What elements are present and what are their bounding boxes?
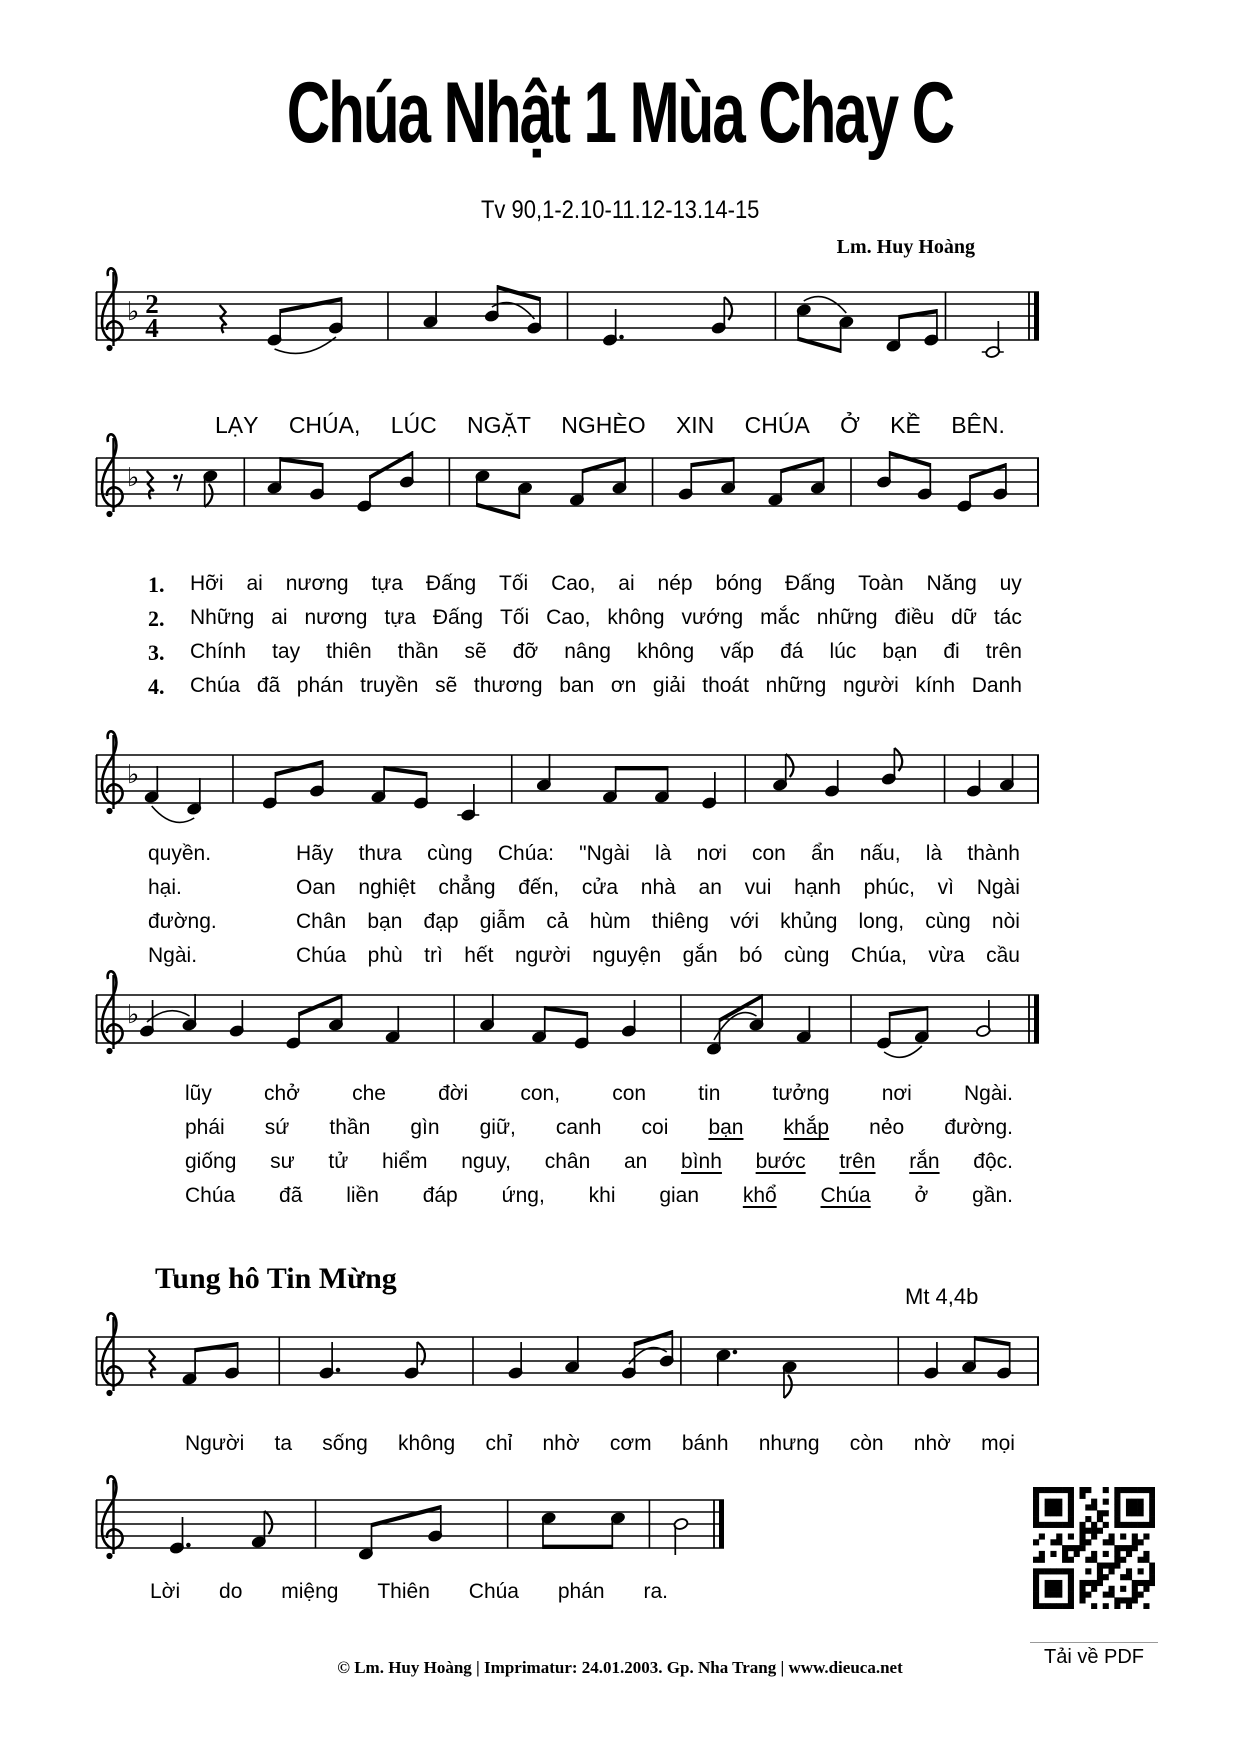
lyric-word: uy [999, 572, 1022, 595]
lyric-word: phán [557, 1580, 605, 1603]
lyric-word: tin [698, 1082, 721, 1105]
carryover-word: quyền. [148, 842, 212, 865]
lyric-word: tác [993, 606, 1022, 629]
page-title-text: Chúa Nhật 1 Mùa Chay C [286, 65, 954, 161]
lyric-word: nương [285, 572, 349, 595]
lyric-word: giẫm [479, 910, 526, 933]
lyric-word: bóng [715, 572, 763, 595]
lyric-word: ai [271, 606, 288, 629]
lyric-word: Chúa [185, 1184, 236, 1207]
lyric-word: bình [681, 1150, 722, 1173]
lyric-word: nép [657, 572, 693, 595]
lyric-word: tưởng [772, 1082, 830, 1105]
verse-number: 2. [148, 606, 165, 631]
lyric-word: bạn [367, 910, 403, 933]
lyric-word: dữ [951, 606, 977, 629]
continuation-3-row [148, 910, 1020, 934]
lyric-word: ở [914, 1184, 929, 1207]
lyric-word: vấp [720, 640, 755, 663]
lyric-word: cùng [783, 944, 830, 967]
lyric-word: Chúa: [497, 842, 554, 865]
lyric-word: vướng [681, 606, 744, 629]
lyric-word: nẻo [869, 1116, 905, 1139]
ending-3-row [185, 1150, 1013, 1174]
lyric-word: với [730, 910, 760, 933]
lyric-word: thần [329, 1116, 371, 1139]
lyric-word: Đấng [432, 606, 484, 629]
lyric-word: cùng [427, 842, 473, 865]
staff-verse-ending [95, 959, 1040, 1089]
composer-credit: Lm. Huy Hoàng [836, 236, 975, 258]
lyric-word: Tối [499, 572, 529, 595]
lyric-word: mọi [981, 1432, 1015, 1455]
lyric-word: khi [588, 1184, 616, 1207]
lyric-word: Toàn [858, 572, 904, 595]
lyric-word: trì [424, 944, 443, 967]
lyric-word: chở [264, 1082, 300, 1105]
lyric-word: nhờ [913, 1432, 951, 1455]
lyric-word: khủng [780, 910, 838, 933]
lyric-word: Hãy [296, 842, 334, 865]
lyric-word: ban [559, 674, 595, 697]
lyric-word: CHÚA, [288, 412, 361, 438]
lyric-word: bánh [681, 1432, 729, 1455]
lyric-word: Ngài [976, 876, 1020, 899]
lyric-word: kính [915, 674, 956, 697]
lyric-word: thiêng [651, 910, 709, 933]
lyric-word: ứng, [501, 1184, 545, 1207]
lyric-word: Cao, [551, 572, 596, 595]
carryover-word: đường. [148, 910, 217, 933]
svg-text:4: 4 [145, 313, 159, 343]
ending-4-row [185, 1184, 1013, 1208]
lyric-word: Oan [296, 876, 336, 899]
lyric-word: che [352, 1082, 386, 1105]
lyric-word: Lời [150, 1580, 181, 1603]
lyric-word: đá [780, 640, 804, 663]
lyric-word: sư [270, 1150, 295, 1173]
lyric-word: đã [279, 1184, 303, 1207]
lyric-word: bước [755, 1150, 806, 1173]
lyric-word: rắn [909, 1150, 940, 1173]
page-title [0, 65, 1240, 161]
lyric-word: an [623, 1150, 648, 1173]
lyric-word: coi [641, 1116, 669, 1139]
lyric-word: phán [296, 674, 344, 697]
lyric-word: phúc, [863, 876, 915, 899]
lyric-word: lũy [185, 1082, 212, 1105]
verse-lyrics [190, 606, 1022, 632]
lyric-word: Chúa [820, 1184, 871, 1207]
verse-4-row [148, 674, 1022, 700]
lyric-word: đến, [518, 876, 560, 899]
gospel-lyrics-1 [185, 1432, 1015, 1456]
lyric-word: con [612, 1082, 647, 1105]
lyric-word: thoát [702, 674, 749, 697]
gospel-lyrics-2 [150, 1580, 668, 1604]
lyric-word: chẳng [438, 876, 496, 899]
lyric-word: Đấng [785, 572, 836, 595]
verse-number: 4. [148, 674, 165, 699]
lyric-word: ẩn [811, 842, 835, 865]
lyric-word: hiểm [381, 1150, 428, 1173]
lyric-word: sứ [264, 1116, 290, 1139]
lyric-word: ra. [643, 1580, 668, 1603]
lyric-word: là [655, 842, 672, 865]
svg-text:♭: ♭ [127, 760, 140, 790]
lyric-word: liền [346, 1184, 379, 1207]
lyric-word: LÚC [390, 412, 437, 438]
lyric-word: không [607, 606, 665, 629]
staff-gospel-2 [95, 1464, 725, 1586]
staff-refrain [95, 256, 1040, 386]
lyric-word: cơm [609, 1432, 652, 1455]
lyric-word: CHÚA [744, 412, 810, 438]
lyric-word: trên [985, 640, 1022, 663]
lyric-word: Người [185, 1432, 245, 1455]
lyric-word: nâng [564, 640, 611, 663]
continuation-2-row [148, 876, 1020, 900]
verse-lyrics [190, 572, 1022, 598]
lyric-word: gắn [682, 944, 718, 967]
gospel-acclamation-heading: Tung hô Tin Mừng [155, 1262, 397, 1295]
lyric-word: bạn [882, 640, 918, 663]
lyric-word: Cao, [546, 606, 591, 629]
lyric-word: con, [520, 1082, 561, 1105]
lyric-word: đi [943, 640, 960, 663]
lyric-word: tựa [384, 606, 416, 629]
verse-lyrics [190, 674, 1022, 700]
lyric-word: nơi [881, 1082, 912, 1105]
lyric-word: khổ [742, 1184, 777, 1207]
lyric-word: người [842, 674, 899, 697]
lyric-word: cả [546, 910, 569, 933]
lyric-word: mắc [760, 606, 800, 629]
lyric-word: Danh [971, 674, 1022, 697]
lyric-word: long, [858, 910, 905, 933]
lyric-word: bạn [708, 1116, 744, 1139]
continuation-1-row [148, 842, 1020, 866]
lyric-word: Ở [840, 412, 860, 438]
ending-2-row [185, 1116, 1013, 1140]
lyric-word: nhờ [542, 1432, 580, 1455]
lyric-word: đáp [422, 1184, 458, 1207]
lyric-word: Chúa, [850, 944, 907, 967]
lyric-word: ơn [610, 674, 637, 697]
lyric-word: nấu, [859, 842, 901, 865]
lyric-word: Tối [499, 606, 530, 629]
lyric-word: KỀ [890, 412, 921, 438]
lyric-word: giải [652, 674, 686, 697]
lyric-word: Chính [190, 640, 247, 663]
lyric-word: nhà [640, 876, 676, 899]
verse-3-row [148, 640, 1022, 666]
lyric-word: giữ, [479, 1116, 516, 1139]
lyric-word: miệng [281, 1580, 339, 1603]
psalm-reference: Tv 90,1-2.10-11.12-13.14-15 [480, 196, 760, 224]
lyric-word: đời [438, 1082, 469, 1105]
lyric-word: đỡ [512, 640, 539, 663]
svg-text:♭: ♭ [127, 1000, 140, 1030]
lyric-word: gần. [972, 1184, 1013, 1207]
lyric-word: là [925, 842, 943, 865]
lyric-word: ai [246, 572, 263, 595]
staff-gospel-1 [95, 1301, 1040, 1431]
lyric-word: không [636, 640, 695, 663]
lyric-word: Chúa [190, 674, 241, 697]
lyric-word: cùng [925, 910, 971, 933]
lyric-word: độc. [973, 1150, 1013, 1173]
lyric-word: XIN [675, 412, 715, 438]
lyric-word: khắp [783, 1116, 830, 1139]
lyric-word: còn [849, 1432, 884, 1455]
verse-lyrics [296, 876, 1020, 900]
lyric-word: Chúa [468, 1580, 519, 1603]
lyric-word: nguy, [461, 1150, 512, 1173]
copyright-footer: © Lm. Huy Hoàng | Imprimatur: 24.01.2003. Gp. Nha Trang | www.dieuca.net [337, 1658, 903, 1677]
lyric-word: NGẶT [467, 412, 531, 438]
verse-lyrics [190, 640, 1022, 666]
lyric-word: gian [659, 1184, 700, 1207]
lyric-word: BÊN. [951, 412, 1005, 438]
lyric-word: con [752, 842, 786, 865]
lyric-word: không [398, 1432, 456, 1455]
lyric-word: giống [185, 1150, 237, 1173]
lyric-word: "Ngài [579, 842, 630, 865]
carryover-word: Ngài. [148, 944, 198, 967]
lyric-word: Đấng [425, 572, 477, 595]
verse-lyrics [296, 842, 1020, 866]
lyric-word: tựa [371, 572, 404, 595]
lyric-word: cửa [581, 876, 619, 899]
pdf-download-link[interactable]: Tải về PDF [1030, 1642, 1158, 1669]
lyric-word: Năng [926, 572, 977, 595]
lyric-word: nguyện [592, 944, 662, 967]
lyric-word: sẽ [435, 674, 458, 697]
svg-text:♭: ♭ [127, 297, 140, 327]
lyric-word: đã [256, 674, 281, 697]
lyric-word: phái [185, 1116, 225, 1139]
lyric-word: nghiệt [358, 876, 416, 899]
verse-number: 1. [148, 572, 165, 597]
lyric-word: Chúa [296, 944, 347, 967]
lyric-word: sống [322, 1432, 368, 1455]
lyric-word: gìn [410, 1116, 440, 1139]
lyric-word: ai [618, 572, 635, 595]
verse-1-row [148, 572, 1022, 598]
lyric-word: nòi [991, 910, 1020, 933]
lyric-word: chỉ [485, 1432, 513, 1455]
lyric-word: người [514, 944, 571, 967]
lyric-word: điều [894, 606, 935, 629]
verse-lyrics [296, 910, 1020, 934]
lyric-word: vì [937, 876, 954, 899]
lyric-word: Chân [296, 910, 347, 933]
lyric-word: tay [272, 640, 301, 663]
lyric-word: lúc [829, 640, 857, 663]
lyric-word: truyền [360, 674, 419, 697]
lyric-word: an [698, 876, 722, 899]
lyric-word: hết [464, 944, 494, 967]
verse-number: 3. [148, 640, 165, 665]
lyric-word: LẠY [215, 412, 259, 438]
lyric-word: nhưng [758, 1432, 820, 1455]
lyric-word: hùm [589, 910, 631, 933]
ending-1-row [185, 1082, 1013, 1106]
lyric-word: thành [967, 842, 1020, 865]
lyric-word: thần [397, 640, 439, 663]
lyric-word: Hỡi [190, 572, 224, 595]
lyric-word: thiên [326, 640, 372, 663]
lyric-word: phù [367, 944, 403, 967]
lyric-word: đường. [944, 1116, 1013, 1139]
lyric-word: NGHÈO [561, 412, 646, 438]
lyric-word: ta [274, 1432, 293, 1455]
lyric-word: tử [328, 1150, 349, 1173]
svg-text:♭: ♭ [127, 463, 140, 493]
svg-text:2: 2 [145, 289, 159, 319]
lyric-word: chân [544, 1150, 591, 1173]
lyric-word: cầu [986, 944, 1020, 967]
lyric-word: hạnh [794, 876, 841, 899]
staff-verse-continuation [95, 719, 1040, 849]
lyric-word: trên [839, 1150, 876, 1173]
lyric-word: vừa [928, 944, 965, 967]
lyric-word: Thiên [377, 1580, 430, 1603]
lyric-word: thưa [358, 842, 402, 865]
lyric-word: canh [555, 1116, 602, 1139]
lyric-word: sẽ [464, 640, 487, 663]
carryover-word: hại. [148, 876, 182, 899]
lyric-word: nơi [696, 842, 727, 865]
lyric-word: Ngài. [963, 1082, 1013, 1105]
lyric-word: đạp [423, 910, 459, 933]
lyric-word: do [219, 1580, 243, 1603]
gospel-reference: Mt 4,4b [905, 1284, 979, 1309]
lyric-word: Những [190, 606, 255, 629]
lyric-word: vui [744, 876, 772, 899]
lyric-word: những [816, 606, 878, 629]
lyric-word: nương [304, 606, 368, 629]
lyric-word: thương [473, 674, 543, 697]
qr-code[interactable] [1033, 1487, 1155, 1609]
staff-verses [95, 422, 1040, 552]
verse-2-row [148, 606, 1022, 632]
lyric-word: những [765, 674, 827, 697]
lyric-word: bó [739, 944, 763, 967]
